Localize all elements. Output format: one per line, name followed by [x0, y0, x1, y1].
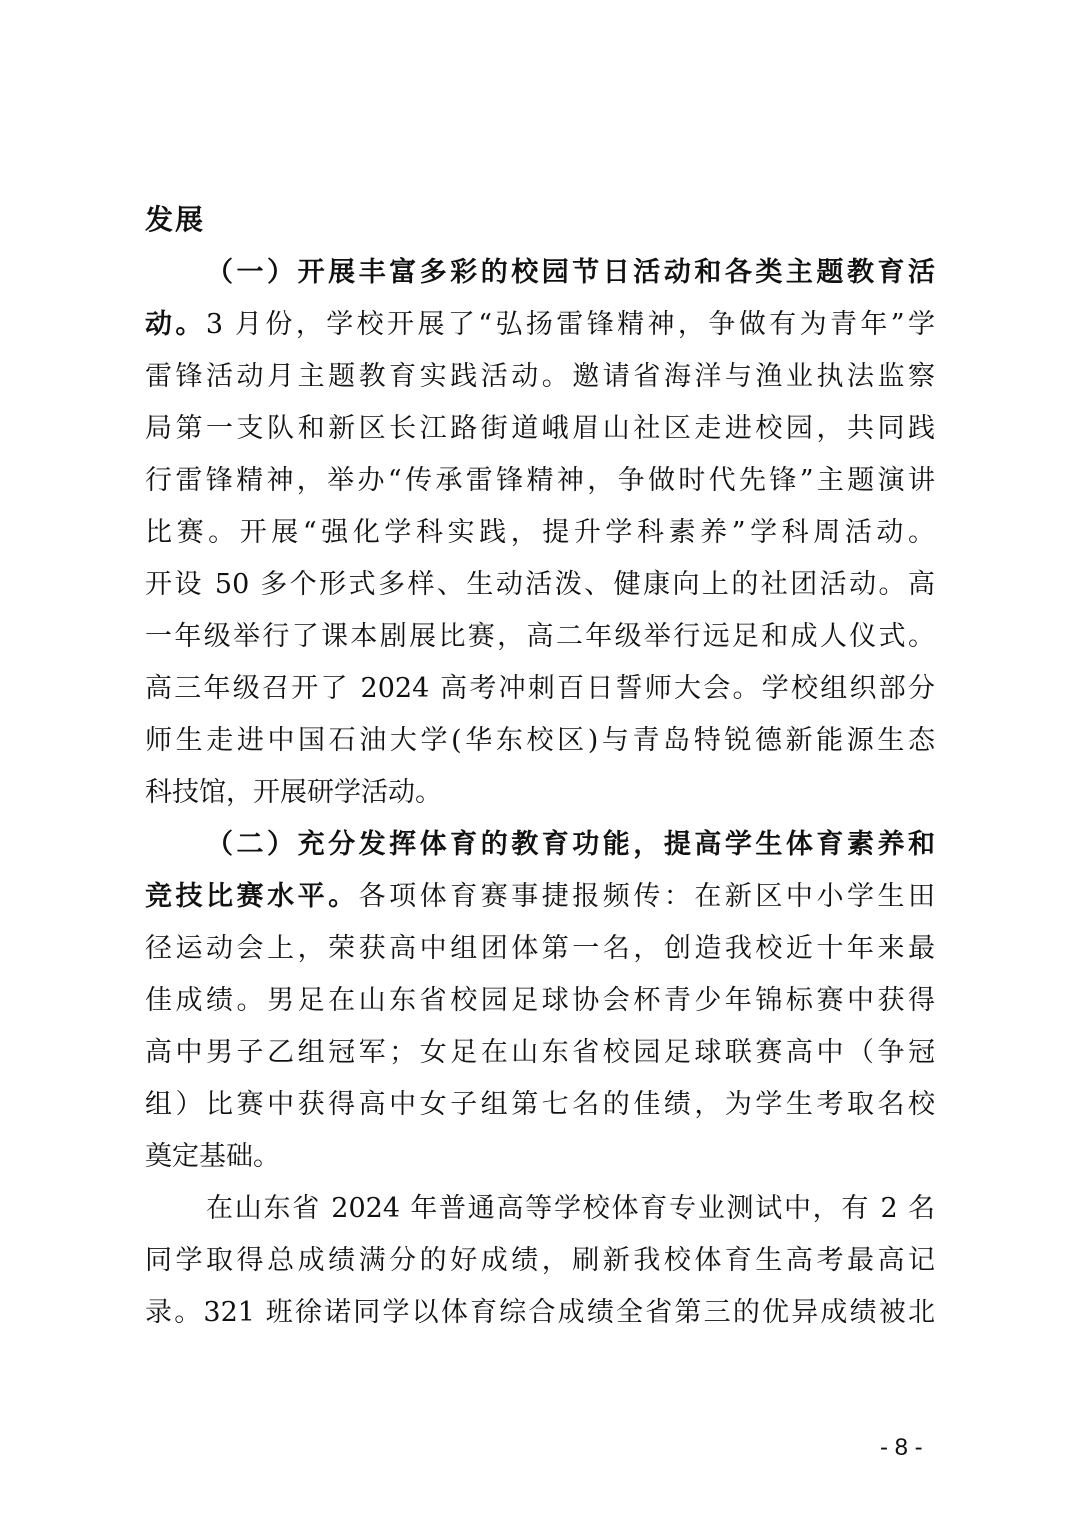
paragraph-line: 同学取得总成绩满分的好成绩，刷新我校体育生高考最高记: [145, 1245, 935, 1276]
paragraph-line: [145, 877, 935, 917]
section-heading: 发展: [145, 203, 206, 236]
paragraph-line: 雷锋活动月主题教育实践活动。邀请省海洋与渔业执法监察: [145, 361, 935, 392]
paragraph-line: 师生走进中国石油大学(华东校区)与青岛特锐德新能源生态: [145, 725, 935, 756]
paragraph-line: 组）比赛中获得高中女子组第七名的佳绩，为学生考取名校: [145, 1089, 935, 1120]
paragraph-line: 佳成绩。男足在山东省校园足球协会杯青少年锦标赛中获得: [145, 985, 935, 1016]
paragraph-text: 各项体育赛事捷报频传：在新区中小学生田: [358, 881, 935, 912]
section-2-lead-title-end: 竞技比赛水平。: [145, 881, 359, 912]
paragraph-line: 径运动会上，荣获高中组团体第一名，创造我校近十年来最: [145, 933, 935, 964]
paragraph-line: 科技馆，开展研学活动。: [145, 777, 442, 808]
paragraph-line: 奠定基础。: [145, 1141, 280, 1172]
paragraph-line: [145, 305, 935, 345]
section-1-lead-title-end: 动。: [145, 309, 206, 340]
paragraph-line: 局第一支队和新区长江路街道峨眉山社区走进校园，共同践: [145, 413, 935, 444]
paragraph-line: 高中男子乙组冠军；女足在山东省校园足球联赛高中（争冠: [145, 1037, 935, 1068]
section-2-lead-title: （二）充分发挥体育的教育功能，提高学生体育素养和: [206, 829, 935, 860]
paragraph-line: 一年级举行了课本剧展比赛，高二年级举行远足和成人仪式。: [145, 621, 935, 652]
paragraph-line: 比赛。开展“强化学科实践，提升学科素养”学科周活动。: [145, 517, 935, 548]
page-number: - 8 -: [880, 1434, 923, 1461]
paragraph-line: 开设 50 多个形式多样、生动活泼、健康向上的社团活动。高: [145, 569, 935, 600]
paragraph-text: 3 月份，学校开展了“弘扬雷锋精神，争做有为青年”学: [205, 309, 936, 340]
paragraph-line: 在山东省 2024 年普通高等学校体育专业测试中，有 2 名: [206, 1193, 935, 1224]
paragraph-line: 行雷锋精神，举办“传承雷锋精神，争做时代先锋”主题演讲: [145, 465, 935, 496]
section-1-lead-title: （一）开展丰富多彩的校园节日活动和各类主题教育活: [206, 257, 935, 288]
paragraph-line: 高三年级召开了 2024 高考冲刺百日誓师大会。学校组织部分: [145, 673, 935, 704]
paragraph-line: 录。321 班徐诺同学以体育综合成绩全省第三的优异成绩被北: [145, 1297, 935, 1328]
